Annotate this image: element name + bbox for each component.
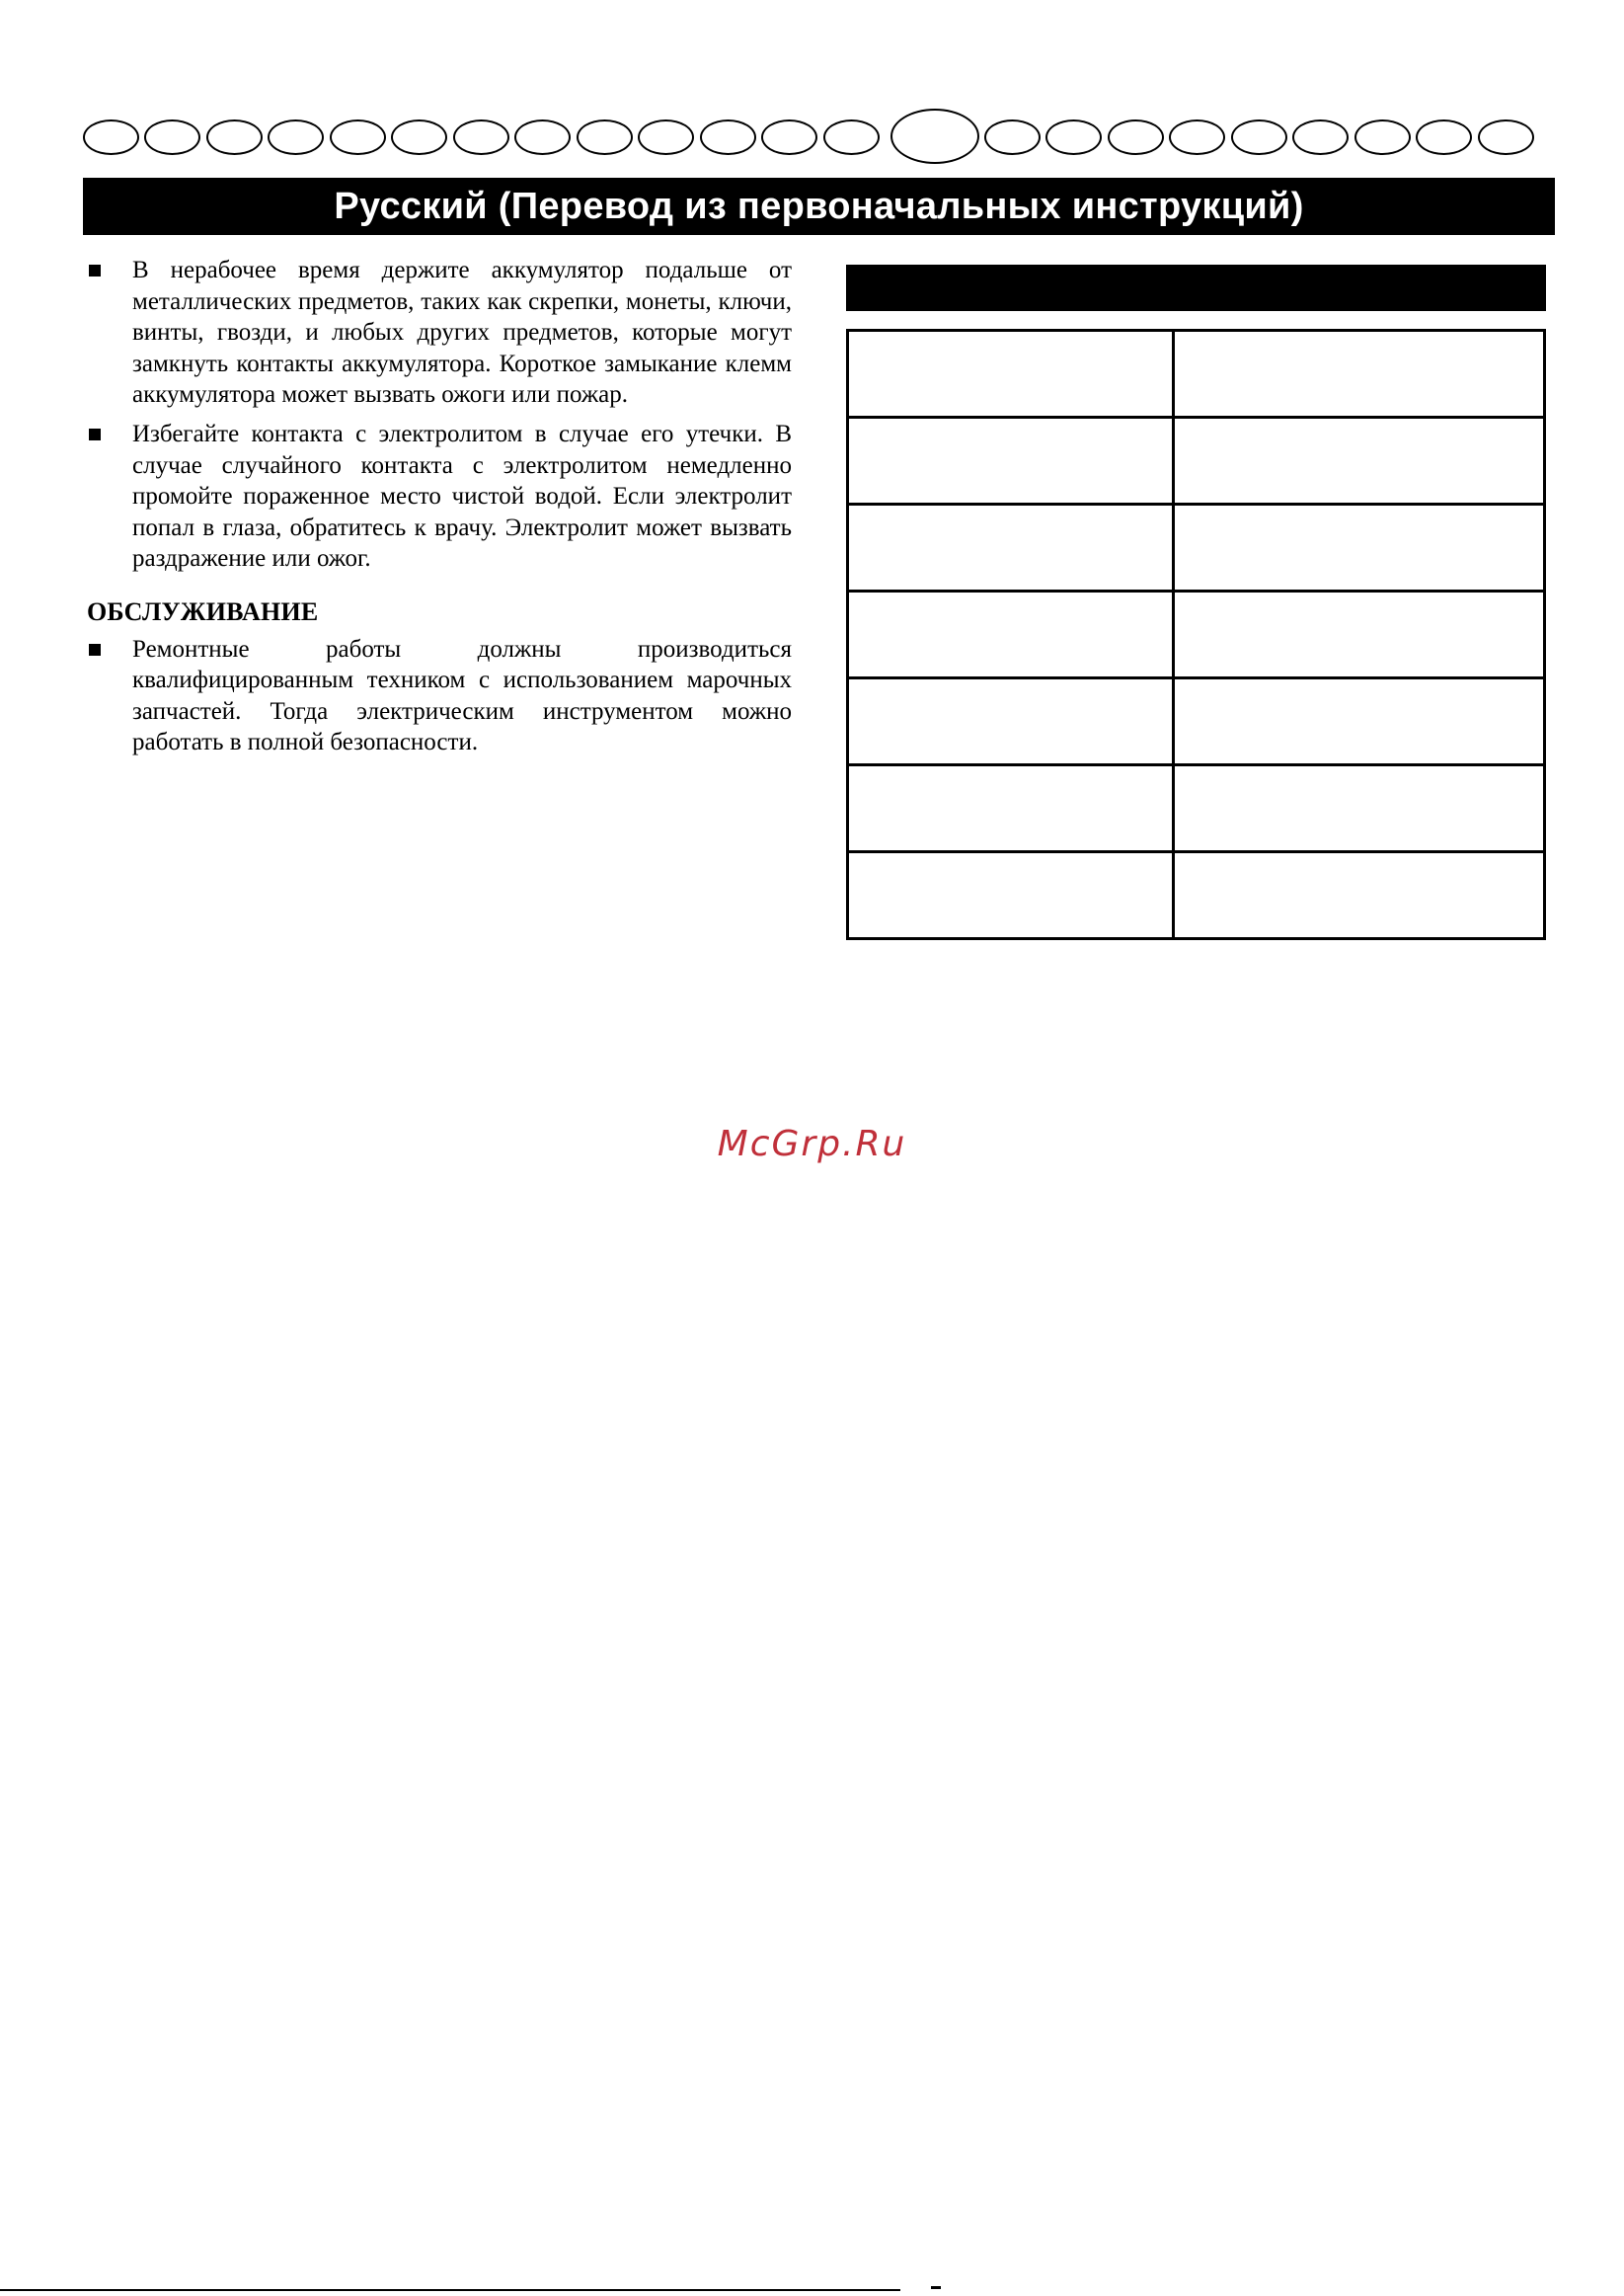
table-header-bar [846,265,1546,311]
language-tab[interactable] [206,119,263,155]
list-item [87,634,792,758]
language-tab[interactable] [514,119,571,155]
table-cell [1174,765,1545,852]
table-cell [848,418,1174,505]
table-row [848,852,1545,939]
table-cell [1174,418,1545,505]
language-tab[interactable] [453,119,509,155]
table-cell [1174,505,1545,592]
table-cell [1174,678,1545,765]
table-cell [1174,331,1545,418]
table-row [848,765,1545,852]
language-tab[interactable] [330,119,386,155]
language-tab[interactable] [823,119,880,155]
table-cell [848,852,1174,939]
language-tab[interactable] [1169,119,1225,155]
footer-divider [0,2289,900,2291]
table-row [848,505,1545,592]
table-cell [848,505,1174,592]
table-cell [848,678,1174,765]
section-heading-maintenance: ОБСЛУЖИВАНИЕ [87,596,319,626]
list-item-text: В нерабочее время держите аккумулятор подальше от металлических предметов, таких как скрепки, монеты, ключи, винты, гвозди, и любых других предметов, которые могут замкнуть контакты аккумулятора. Короткое замыкание клемм аккумулятора может вызвать ожоги или пожар. [132,257,792,409]
list-item-text: Избегайте контакта с электролитом в случае его утечки. В случае случайного контакта с электролитом немедленно промойте пораженное место чистой водой. Если электролит попал в глаза, обратитесь к врачу. Электролит может вызвать раздражение или ожог. [132,420,792,573]
language-tab[interactable] [1045,119,1102,155]
language-tab[interactable] [577,119,633,155]
square-bullet-icon [89,265,101,277]
square-bullet-icon [89,644,101,656]
language-tab[interactable] [700,119,756,155]
language-tab[interactable] [83,119,139,155]
table-cell [848,592,1174,678]
page-title: Русский (Перевод из первоначальных инструкций) [83,178,1555,235]
language-tab[interactable] [761,119,817,155]
table-cell [1174,852,1545,939]
list-item-text: Ремонтные работы должны производиться квалифицированным техником с использованием марочных запчастей. Тогда электрическим инструментом можно работать в полной безопасности. [132,635,792,756]
list-item [87,255,792,411]
language-tab[interactable] [1292,119,1349,155]
language-tab-active[interactable] [890,109,979,164]
language-tab[interactable] [984,119,1041,155]
language-tab[interactable] [1416,119,1472,155]
table-cell [848,331,1174,418]
language-tab[interactable] [1478,119,1534,155]
table-cell [848,765,1174,852]
table-row [848,418,1545,505]
list-item [87,419,792,575]
table-row [848,592,1545,678]
table-row [848,331,1545,418]
language-tab[interactable] [144,119,200,155]
square-bullet-icon [89,429,101,440]
language-tab[interactable] [1108,119,1164,155]
table-cell [1174,592,1545,678]
table-row [848,678,1545,765]
left-column [87,255,792,766]
language-tab[interactable] [1354,119,1411,155]
language-tab[interactable] [391,119,447,155]
language-tab-row [83,115,1540,166]
language-tab[interactable] [268,119,324,155]
language-tab[interactable] [1231,119,1287,155]
footer-mark [931,2286,941,2289]
language-tab[interactable] [638,119,694,155]
empty-table [846,329,1546,940]
watermark: McGrp.Ru [717,1124,907,1164]
